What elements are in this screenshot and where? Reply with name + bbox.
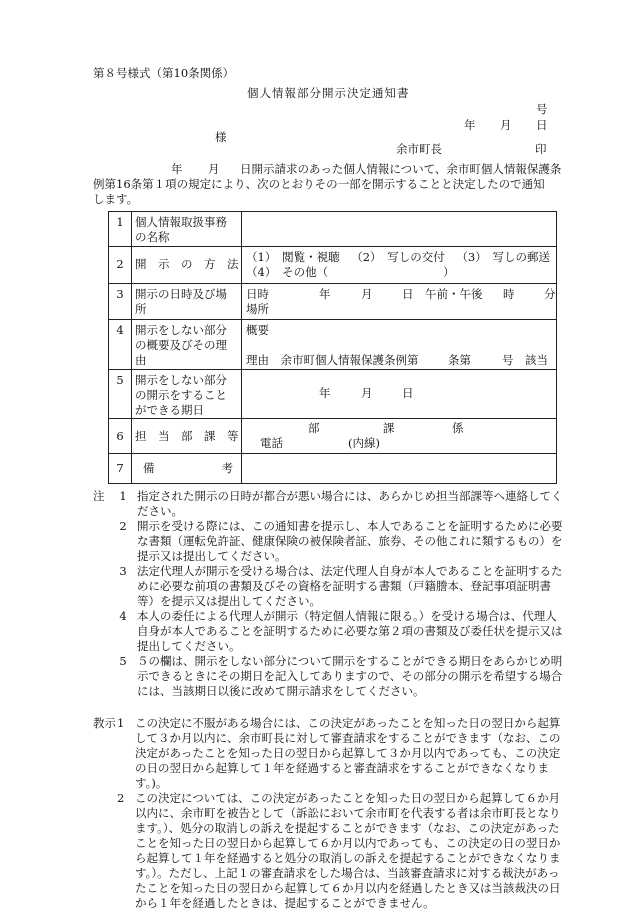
- note-number: 4: [119, 609, 127, 623]
- date-day-label: 日: [536, 118, 548, 132]
- datetime-minute: 分: [544, 287, 556, 301]
- row-label-future-date: [132, 370, 242, 419]
- remarks-label-a: 備: [143, 461, 155, 475]
- instruction-text: この決定については、この決定があったことを知った日の翌日から起算して６か月以内に、余市町を被告として（訴訟において余市町を代表する者は余市町長となります。）、処分の取消しの訴えを提起することができます（なお、この決定があったことを知った日の翌日から起算して６か月以内であっても、この決定の日の翌日から起算して１年を経過すると処分の取消しの訴えを提起することができなくなります。）。ただし、上記１の審査請求をした場合は、当該審査請求に対する裁決があったことを知った日の翌日から起算して６か月以内を経過したとき又は当該裁決の日から１年を経過したときは、提起することができません。: [135, 791, 561, 910]
- row-label-remarks: [132, 454, 242, 484]
- method-option-mail[interactable]: （3） 写しの郵送: [456, 250, 550, 264]
- note-number: 5: [119, 654, 127, 668]
- dept-kakari: 係: [452, 421, 464, 435]
- row-number: 3: [109, 284, 132, 320]
- addressee-suffix: 様: [215, 130, 227, 144]
- list-item: [93, 609, 563, 654]
- datetime-month: 月: [361, 287, 373, 301]
- label-line: 所: [135, 302, 147, 316]
- future-date-day: 日: [402, 386, 414, 400]
- seal-mark: 印: [535, 142, 547, 156]
- future-date-month: 月: [361, 386, 373, 400]
- row-number: 6: [109, 419, 132, 454]
- dept-phone-label: 電話: [260, 436, 283, 450]
- summary-label: 概要: [246, 323, 269, 337]
- list-item: [93, 791, 563, 911]
- dept-ka: 課: [383, 421, 395, 435]
- datetime-day: 日: [402, 287, 414, 301]
- note-number: 2: [119, 519, 127, 533]
- instruction-number: 1: [117, 716, 125, 730]
- list-item: [93, 654, 563, 699]
- instruction-section: [93, 716, 563, 911]
- row-label-datetime: [132, 284, 242, 320]
- datetime-label: 日時: [246, 287, 269, 301]
- form-number: 第８号様式（第10条関係）: [93, 66, 235, 80]
- note-text: 法定代理人が開示を受ける場合は、法定代理人自身が本人であることを証明するために必要な前項の書類及びその資格を証明する書類（戸籍謄本、登記事項証明書等）を提示又は提出してください。: [137, 564, 563, 608]
- row-label-summary: [132, 320, 242, 370]
- note-text: 開示を受ける際には、この通知書を提示し、本人であることを証明するために必要な書類（運転免許証、健康保険の被保険者証、旅券、その他これに類するもの）を提示又は提出してください。: [137, 519, 563, 563]
- method-options: [242, 247, 557, 284]
- summary-field[interactable]: [242, 320, 557, 370]
- list-item: [93, 564, 563, 609]
- datetime-field[interactable]: [242, 284, 557, 320]
- notes-head: 注: [93, 489, 105, 503]
- method-line-1: [246, 250, 556, 265]
- table-row-7: [109, 454, 557, 484]
- note-number: 3: [119, 564, 127, 578]
- datetime-ampm: 午前・午後: [425, 287, 483, 301]
- instruction-head: 教示: [93, 716, 116, 730]
- office-name-field[interactable]: [242, 212, 557, 247]
- future-date-year: 年: [319, 386, 331, 400]
- datetime-year: 年: [319, 287, 331, 301]
- row-number: 5: [109, 370, 132, 419]
- row-label-method: 開 示 の 方 法: [132, 247, 242, 284]
- reason-label: 理由 余市町個人情報保護条例第: [246, 353, 419, 367]
- note-text: 本人の委任による代理人が開示（特定個人情報に限る。）を受ける場合は、代理人自身が本人であることを証明するために必要な第２項の書類及び委任状を提示又は提出してください。: [137, 609, 563, 653]
- date-year-label: 年: [464, 118, 476, 132]
- row-number: 4: [109, 320, 132, 370]
- instruction-number: 2: [117, 791, 125, 805]
- list-item: [93, 519, 563, 564]
- dept-extension-label: (内線): [348, 436, 380, 450]
- future-date-field[interactable]: [242, 370, 557, 419]
- dept-field[interactable]: [242, 419, 557, 454]
- label-line: ができる期日: [135, 403, 204, 417]
- label-line: の名称: [135, 230, 170, 244]
- list-item: [93, 716, 563, 791]
- remarks-field[interactable]: [242, 454, 557, 484]
- label-line: 開示をしない部分: [135, 373, 227, 387]
- method-option-view[interactable]: （1） 閲覧・視聴: [246, 250, 340, 264]
- intro-line-2: 例第16条第１項の規定により、次のとおりその一部を開示することと決定したので通知: [93, 177, 545, 191]
- table-row-2: [109, 247, 557, 284]
- row-label-dept: 担 当 部 課 等: [132, 419, 242, 454]
- row-number: 2: [109, 247, 132, 284]
- issuer-name: 余市町長: [396, 142, 442, 156]
- label-line: 由: [135, 353, 147, 367]
- list-item: [93, 489, 563, 519]
- table-row-4: [109, 320, 557, 370]
- method-option-copy[interactable]: （2） 写しの交付: [351, 250, 445, 264]
- reason-article: 条第: [448, 353, 471, 367]
- date-month-label: 月: [500, 118, 512, 132]
- instruction-text: この決定に不服がある場合には、この決定があったことを知った日の翌日から起算して３か月以内に、余市町長に対して審査請求をすることができます（なお、この決定があったことを知った日の翌日から起算して３か月以内であっても、この決定の日の翌日から起算して１年を経過すると審査請求をすることができなくなります。)。: [135, 716, 561, 790]
- note-text: ５の欄は、開示をしない部分について開示をすることができる期日をあらかじめ明示できるときにその期日を記入してありますので、その部分の開示を希望する場合には、当該期日以後に改めて開示請求をしてください。: [137, 654, 563, 698]
- datetime-hour: 時: [503, 287, 515, 301]
- table-row-5: [109, 370, 557, 419]
- table-row-3: [109, 284, 557, 320]
- table-row-1: [109, 212, 557, 247]
- row-number: 1: [109, 212, 132, 247]
- disclosure-table: [108, 211, 557, 484]
- reason-item: 号 該当: [502, 353, 548, 367]
- remarks-label-b: 考: [221, 461, 233, 475]
- table-row-6: [109, 419, 557, 454]
- note-number: 1: [119, 489, 127, 503]
- number-label: 号: [536, 102, 548, 116]
- notes-section: [93, 489, 563, 699]
- label-line: 開示をしない部分: [135, 323, 227, 337]
- row-label-office: [132, 212, 242, 247]
- label-line: [135, 461, 241, 476]
- place-label: 場所: [246, 302, 269, 316]
- label-line: 開示の日時及び場: [135, 287, 227, 301]
- label-line: の概要及びその理: [135, 338, 227, 352]
- dept-bu: 部: [308, 421, 320, 435]
- intro-line-3: します。: [93, 192, 139, 206]
- label-line: 個人情報取扱事務: [135, 215, 227, 229]
- intro-line-1: 日開示請求のあった個人情報について、余市町個人情報保護条: [240, 162, 562, 176]
- intro-year: 年: [171, 162, 183, 176]
- label-line: の開示をすること: [135, 388, 227, 402]
- method-option-other[interactable]: （4） その他（ ）: [246, 265, 455, 279]
- row-number: 7: [109, 454, 132, 484]
- note-text: 指定された開示の日時が都合が悪い場合には、あらかじめ担当部課等へ連絡してください。: [137, 489, 563, 518]
- intro-month: 月: [208, 162, 220, 176]
- document-title: 個人情報部分開示決定通知書: [247, 86, 410, 100]
